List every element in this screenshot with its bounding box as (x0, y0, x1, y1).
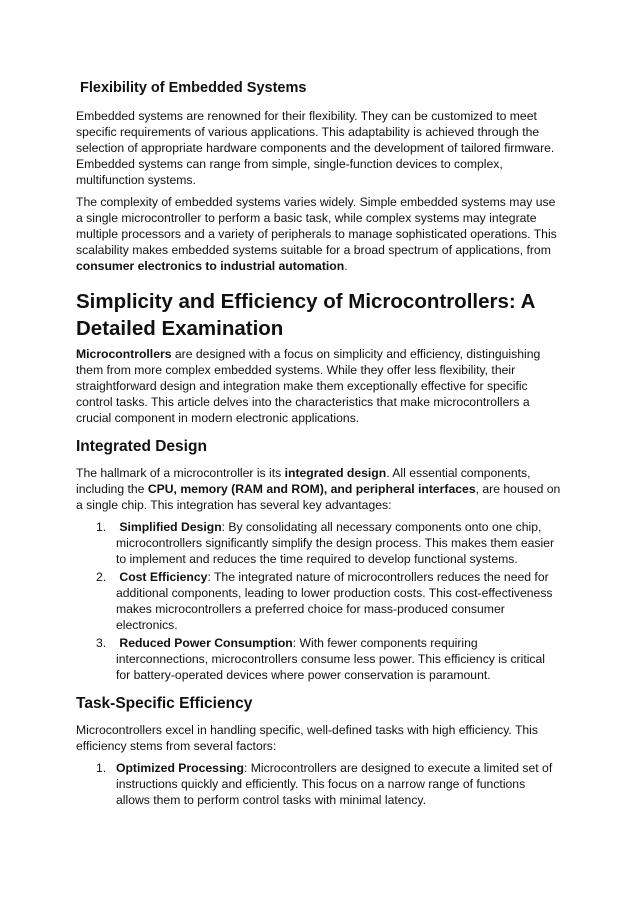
text-span: : By consolidating all necessary components onto one chip, microcontrollers significantly simplify the design process. This makes them easier to implement and reduces the time required to develop functional systems. (116, 520, 555, 566)
bold-text: Cost Efficiency (119, 570, 208, 584)
document-content (76, 74, 562, 816)
subheading-task-specific: Task-Specific Efficiency (76, 695, 253, 712)
bold-text: integrated design (284, 466, 387, 480)
text-span: The complexity of embedded systems varies widely. Simple embedded systems may use a single microcontroller to perform a basic task, while complex systems may integrate multiple processors and a variety of peripherals to manage sophisticated operations. This scalability makes embedded systems suitable for a broad spectrum of applications, from (76, 195, 557, 257)
text-span: : The integrated nature of microcontrollers reduces the need for additional components, leading to lower production costs. This cost-effectiveness makes microcontrollers a preferred choice for mass-produced consumer electronics. (116, 570, 553, 632)
main-heading-microcontrollers: Simplicity and Efficiency of Microcontrollers: A Detailed Examination (76, 290, 535, 340)
bold-text: Simplified Design (119, 520, 222, 534)
text-span: . (344, 259, 348, 273)
text-span: : With fewer components requiring interconnections, microcontrollers consume less power. This efficiency is critical for battery-operated devices where power conservation is paramount. (116, 636, 545, 682)
text-span: : Microcontrollers are designed to execute a limited set of instructions quickly and efficiently. This focus on a narrow range of functions allows them to perform control tasks with minimal latency. (116, 761, 553, 807)
list-item (76, 635, 562, 683)
list-number: 2. (96, 570, 107, 584)
list-number: 1. (96, 520, 107, 534)
integrated-advantages-list (76, 519, 562, 683)
text-span: , are housed on a single chip. This integration has several key advantages: (76, 482, 561, 512)
paragraph-task-intro: Microcontrollers excel in handling specific, well-defined tasks with high efficiency. This efficiency stems from several factors: (76, 723, 538, 753)
bold-text: CPU, memory (RAM and ROM), and peripheral interfaces (147, 482, 476, 496)
paragraph-flexibility-2 (76, 194, 562, 274)
bold-text: Reduced Power Consumption (119, 636, 293, 650)
list-number: 1. (96, 761, 107, 775)
text-span: are designed with a focus on simplicity and efficiency, distinguishing them from more complex embedded systems. While they offer less flexibility, their straightforward design and integration make them exceptionally effective for specific control tasks. This article delves into the characteristics that make microcontrollers a crucial component in modern electronic applications. (76, 347, 541, 425)
task-factors-list (76, 760, 562, 808)
text-span: . All essential components, including the (76, 466, 531, 496)
paragraph-integrated-intro (76, 465, 562, 513)
text-span: The hallmark of a microcontroller is its (76, 466, 285, 480)
list-item (76, 519, 562, 567)
subheading-integrated-design: Integrated Design (76, 438, 207, 455)
bold-text: consumer electronics to industrial automation (76, 259, 345, 273)
paragraph-microcontrollers-intro (76, 346, 562, 426)
list-item (76, 569, 562, 633)
section-heading-flexibility: Flexibility of Embedded Systems (80, 80, 307, 96)
bold-text: Microcontrollers (76, 347, 172, 361)
list-item (76, 760, 562, 808)
list-number: 3. (96, 636, 107, 650)
paragraph-flexibility-1: Embedded systems are renowned for their flexibility. They can be customized to meet specific requirements of various applications. This adaptability is achieved through the selection of appropriate hardware components and the development of tailored firmware. Embedded systems can range from simple, single-function devices to complex, multifunction systems. (76, 109, 555, 187)
bold-text: Optimized Processing (116, 761, 244, 775)
